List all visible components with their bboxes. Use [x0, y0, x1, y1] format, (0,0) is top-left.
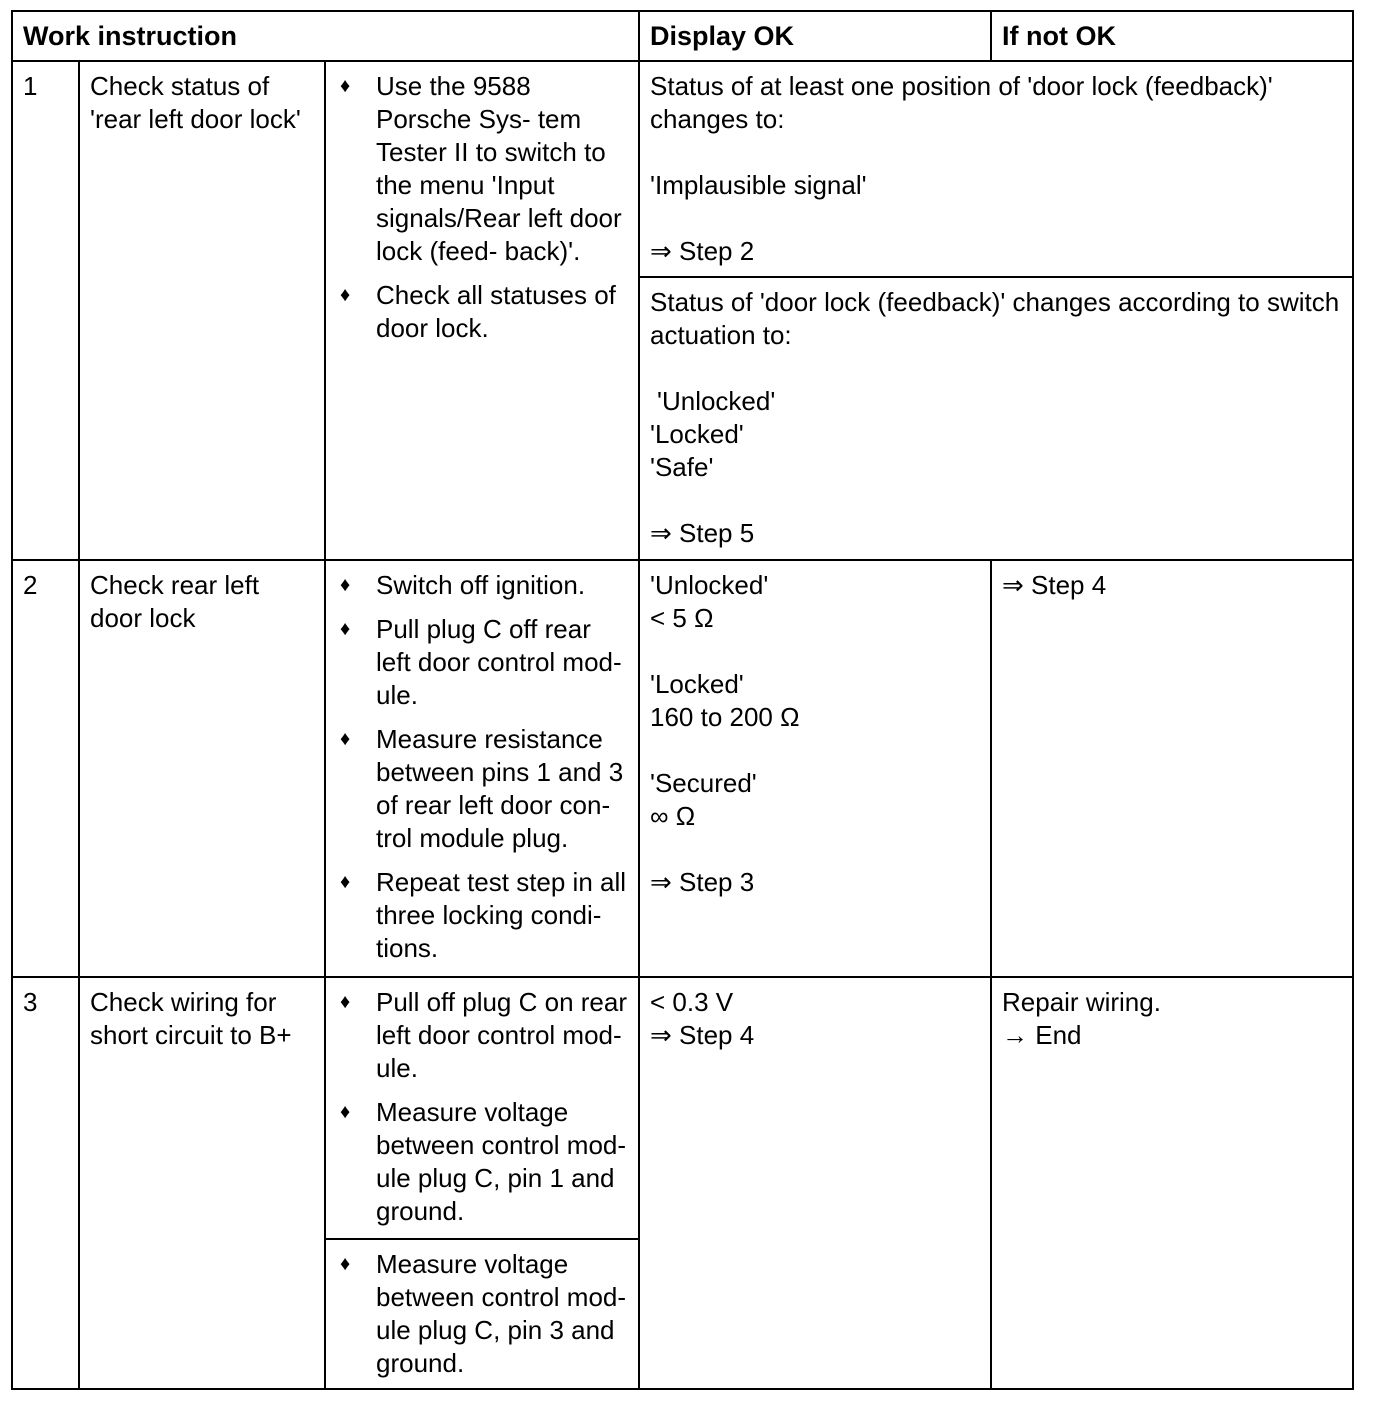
spacer-line [650, 202, 1342, 235]
action-item [336, 613, 628, 712]
if-not-ok-cell: ⇒ Step 4 [991, 560, 1353, 977]
text-line: 'Secured' [650, 768, 757, 798]
diamond-bullet-icon: ♦ [340, 574, 351, 596]
text-line: 'Locked' [650, 419, 744, 449]
check-text: Check status of 'rear left door lock' [79, 61, 325, 560]
text-lines [650, 986, 980, 1019]
check-text: Check wiring for short circuit to B+ [79, 977, 325, 1389]
action-item [336, 986, 628, 1085]
spacer-line [650, 635, 980, 668]
text-line: 'Unlocked' [650, 570, 769, 600]
diamond-bullet-icon: ♦ [340, 991, 351, 1013]
diamond-bullet-icon: ♦ [340, 1101, 351, 1123]
text-line: 'Unlocked' [657, 386, 776, 416]
action-text: Measure voltage between control mod- ule plug C, pin 3 and ground. [376, 1249, 627, 1378]
spacer-line [650, 484, 1342, 517]
action-text: Switch off ignition. [376, 570, 586, 600]
actions-cell [325, 560, 639, 977]
work-instruction-table [11, 10, 1354, 1390]
text-line: 'Safe' [650, 452, 714, 482]
text-line: 160 to 200 Ω [650, 702, 800, 732]
action-item [336, 70, 628, 268]
spacer-line [650, 352, 1342, 385]
text-line: → End [1002, 1020, 1082, 1050]
action-text: Pull off plug C on rear left door control mod- ule. [376, 987, 627, 1083]
action-list [336, 569, 628, 965]
step-number: 1 [12, 61, 79, 560]
step-reference: ⇒ Step 5 [650, 518, 755, 548]
display-ok-cell [639, 977, 991, 1389]
header-row [12, 11, 1353, 61]
diamond-bullet-icon: ♦ [340, 1253, 351, 1275]
text-line: Status of 'door lock (feedback)' changes according to switch actuation to: [650, 287, 1340, 350]
actions-cell [325, 61, 639, 560]
header-work-instruction: Work instruction [12, 11, 639, 61]
text-lines [650, 569, 980, 866]
display-ok-cell [639, 61, 1353, 277]
action-item [336, 866, 628, 965]
diamond-bullet-icon: ♦ [340, 75, 351, 97]
text-line: Status of at least one position of 'door lock (feedback)' changes to: [650, 71, 1273, 134]
check-text: Check rear left door lock [79, 560, 325, 977]
text-line: 'Implausible signal' [650, 170, 867, 200]
spacer-line [650, 833, 980, 866]
step-row-3 [12, 977, 1353, 1239]
action-item [336, 569, 628, 602]
header-display-ok: Display OK [639, 11, 991, 61]
step-reference: ⇒ Step 3 [650, 867, 755, 897]
text-line: 'Locked' [650, 669, 744, 699]
spacer-line [650, 136, 1342, 169]
action-item [336, 1248, 628, 1380]
text-line: Repair wiring. [1002, 987, 1161, 1017]
action-text: Check all statuses of door lock. [376, 280, 616, 343]
action-item [336, 279, 628, 345]
step-reference: ⇒ Step 2 [650, 236, 755, 266]
diamond-bullet-icon: ♦ [340, 618, 351, 640]
text-lines [650, 286, 1342, 517]
text-lines [1002, 986, 1342, 1052]
display-ok-cell [639, 560, 991, 977]
action-list [336, 70, 628, 345]
action-text: Repeat test step in all three locking condi- tions. [376, 867, 627, 963]
diamond-bullet-icon: ♦ [340, 728, 351, 750]
action-text: Measure voltage between control mod- ule plug C, pin 1 and ground. [376, 1097, 627, 1226]
action-text: Use the 9588 Porsche Sys- tem Tester II to switch to the menu 'Input signals/Rear left door lock (feed- back)'. [376, 71, 622, 266]
actions-cell [325, 977, 639, 1239]
step-number: 2 [12, 560, 79, 977]
header-if-not-ok: If not OK [991, 11, 1353, 61]
diamond-bullet-icon: ♦ [340, 284, 351, 306]
if-not-ok-cell [991, 977, 1353, 1389]
step-row-2 [12, 560, 1353, 977]
step-reference: ⇒ Step 4 [650, 1020, 755, 1050]
spacer-line [650, 734, 980, 767]
diamond-bullet-icon: ♦ [340, 871, 351, 893]
display-ok-cell [639, 277, 1353, 560]
text-line: < 5 Ω [650, 603, 714, 633]
action-list [336, 1248, 628, 1380]
step-number: 3 [12, 977, 79, 1389]
action-text: Pull plug C off rear left door control mod- ule. [376, 614, 622, 710]
text-line: ∞ Ω [650, 801, 696, 831]
action-list [336, 986, 628, 1228]
actions-cell [325, 1239, 639, 1389]
action-item [336, 1096, 628, 1228]
action-text: Measure resistance between pins 1 and 3 of rear left door con- trol module plug. [376, 724, 624, 853]
text-line: < 0.3 V [650, 987, 734, 1017]
action-item [336, 723, 628, 855]
text-lines [650, 70, 1342, 235]
step-row-1 [12, 61, 1353, 277]
